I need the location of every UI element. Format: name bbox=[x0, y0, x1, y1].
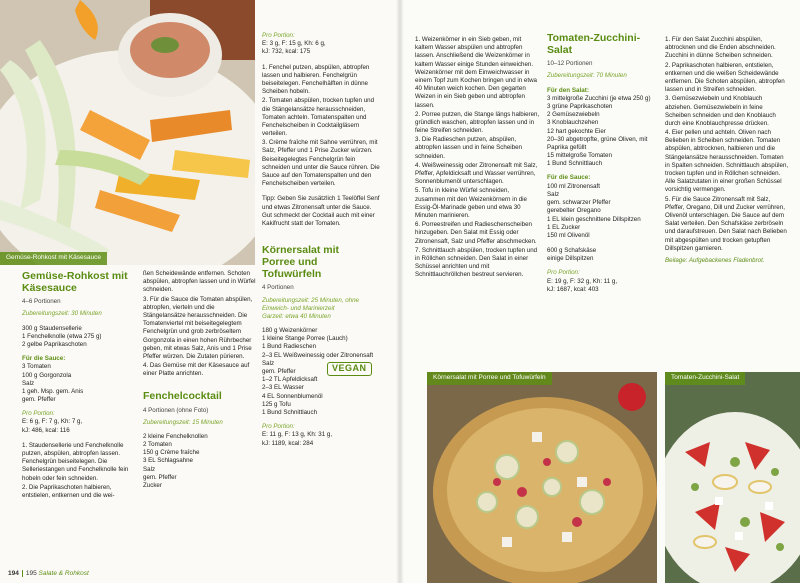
ingredient: 100 g Gorgonzola bbox=[22, 371, 72, 379]
recipe-step: 1. Für den Salat Zucchini abspülen, abtrocknen und die Enden abschneiden. Zucchini in dünne Scheiben schneiden. bbox=[665, 36, 776, 60]
korner-salad-photo bbox=[427, 372, 657, 583]
ingredient: 1 EL klein geschnittene Dillspitzen bbox=[547, 215, 641, 223]
recipe-step: 3. Die Radieschen putzen, abspülen, abtropfen lassen und in feine Scheiben schneiden. bbox=[415, 136, 522, 160]
recipe3-title: Körnersalat mit Porree und Tofuwürfeln bbox=[262, 244, 340, 281]
recipe1-nutrition: E: 6 g, F: 7 g, Kh: 7 g, bbox=[22, 418, 83, 426]
photo-caption: Gemüse-Rohkost mit Käsesauce bbox=[0, 252, 107, 265]
recipe1-time: Zubereitungszeit: 30 Minuten bbox=[22, 310, 102, 318]
recipe2-title: Fenchelcocktail bbox=[143, 390, 222, 403]
recipe2-nutrition: kJ: 732, kcal: 175 bbox=[262, 48, 311, 56]
ingredient: 2 Gemüsezwiebeln bbox=[547, 111, 600, 119]
recipe-step: 4. Eier pellen und achteln. Oliven nach Belieben in Scheiben schneiden. Tomaten abspülen, abtrocknen, halbieren und die Stängelansätze herausschneiden. Tomaten in Spalten schneiden. Schnittlauch abspülen, trocken tupfen und in Röllchen schneiden. Alle Salatzutaten in einer großen Schüssel vorsichtig vermengen. bbox=[665, 129, 789, 194]
ingredient: 20–30 abgetropfte, grüne Oliven, mit Paprika gefüllt bbox=[547, 135, 648, 151]
ingredient: 3 Tomaten bbox=[22, 363, 51, 371]
recipe-step: 2. Paprikaschoten halbieren, entstielen, entkernen und die weißen Scheidewände entfernen. Die Schoten abspülen, abtropfen lassen und in Streifen schneiden. bbox=[665, 61, 785, 94]
recipe-step: 1. Staudensellerie und Fenchelknolle putzen, abspülen, abtropfen lassen. Fenchelgrün beiseitelegen. Die Selleriestangen und Fenchelknolle fein hobeln oder fein schneiden. bbox=[22, 441, 129, 482]
recipe1-nutrition-heading: Pro Portion: bbox=[22, 410, 55, 418]
ingredient: 2 kleine Fenchelknollen bbox=[143, 432, 208, 440]
ingredient: 3 EL Schlagsahne bbox=[143, 457, 193, 465]
ingredient: 1–2 TL Apfeldicksaft bbox=[262, 376, 318, 384]
recipe4-beilage: Beilage: Aufgebackenes Fladenbrot. bbox=[665, 256, 765, 264]
korner-steps-column bbox=[415, 36, 540, 366]
ingredient: 15 mittelgroße Tomaten bbox=[547, 152, 612, 160]
recipe4-ingredients-column bbox=[547, 32, 659, 362]
ingredient: Salz bbox=[143, 465, 156, 473]
ingredient: Salz bbox=[22, 379, 35, 387]
recipe-step: 3. Gemüsezwiebeln und Knoblauch abziehen. Gemüsezwiebeln in feine Scheiben schneiden und den Knoblauch durch eine Knoblauchpresse drücken. bbox=[665, 95, 776, 127]
recipe4-nutrition-heading: Pro Portion: bbox=[547, 269, 580, 277]
recipe-step: 3. Für die Sauce die Tomaten abspülen, abtropfen, vierteln und die Stängelansätze herausschneiden. Die Tomatenviertel mit beiseitegelegtem Fenchelgrün und grob zerbröseltem Gorgonzola in einen hohen Rührbecher geben, mit etwas Salz, Anis und 1 Prise Pfeffer würzen. Die Zutaten pürieren. bbox=[143, 295, 253, 360]
recipe2-servings: 4 Portionen (ohne Foto) bbox=[143, 406, 209, 414]
recipe2-time: Zubereitungszeit: 15 Minuten bbox=[143, 418, 223, 426]
recipe-step: 5. Für die Sauce Zitronensaft mit Salz, Pfeffer, Oregano, Dill und Zucker verrühren, Olivenöl unterschlagen. Die Sauce auf dem Salat verteilen. Den Schafskäse zerbröseln und daraufstreuen. Den Salat nach Belieben mit abgespülten und trocken getupften Dillspitzen garnieren. bbox=[665, 195, 787, 252]
recipe-step: 1. Fenchel putzen, abspülen, abtropfen lassen und halbieren. Fenchelgrün beiseitelegen. Fenchelhälften in dünne Scheiben hobeln. bbox=[262, 63, 370, 96]
ingredient: 2 gelbe Paprikaschoten bbox=[22, 340, 87, 348]
recipe-step: 5. Tofu in kleine Würfel schneiden, zusammen mit den Weizenkörnern in die Essig-Öl-Marinade geben und etwa 30 Minuten marinieren. bbox=[415, 187, 528, 219]
ingredient: 1 kleine Stange Porree (Lauch) bbox=[262, 335, 348, 343]
recipe4-title: Tomaten-Zucchini-Salat bbox=[547, 32, 641, 57]
ingredient: 1 Fenchelknolle (etwa 275 g) bbox=[22, 332, 102, 340]
recipe4-salad-ingredients bbox=[547, 95, 659, 169]
ingredient: 12 hart gekochte Eier bbox=[547, 127, 606, 135]
vegan-badge bbox=[327, 362, 372, 376]
recipe2-nutrition: E: 3 g, F: 15 g, Kh: 6 g, bbox=[262, 40, 326, 48]
recipe1-steps-b bbox=[143, 270, 256, 378]
recipe-step: 7. Schnittlauch abspülen, trocken tupfen und in Röllchen schneiden. Den Salat in einer Schüssel anrichten und mit Schnittlauchröllchen bestreut servieren. bbox=[415, 246, 538, 279]
middle-column bbox=[143, 270, 256, 570]
recipe3-time: Zubereitungszeit: 25 Minuten, ohne Einweich- und Marinierzeit bbox=[262, 296, 359, 312]
recipe4-servings: 10–12 Portionen bbox=[547, 60, 593, 68]
ingredient: Salz bbox=[547, 190, 560, 198]
ingredient: 1 geh. Msp. gem. Anis bbox=[22, 387, 84, 395]
recipe-step: 2. Die Paprikaschoten halbieren, entstielen, entkernen und die wei- bbox=[22, 483, 115, 499]
ingredient: 600 g Schafskäse bbox=[547, 247, 597, 255]
recipe1-ingredients bbox=[22, 325, 137, 350]
ingredient: 2 Tomaten bbox=[143, 441, 172, 449]
photo-caption: Tomaten-Zucchini-Salat bbox=[665, 372, 745, 385]
section-name: Salate & Rohkost bbox=[38, 570, 89, 578]
ingredient: 3 Knoblauchzehen bbox=[547, 119, 599, 127]
ingredient: gem. Pfeffer bbox=[262, 368, 296, 375]
recipe4-sauce-ingredients bbox=[547, 183, 659, 264]
recipe-step: 3. Crème fraîche mit Sahne verrühren, mit Salz, Pfeffer und 1 Prise Zucker würzen. Beiseitegelegtes Fenchelgrün fein schneiden und unter die Sauce rühren. Die Sauce auf den Tomatenspalten und den Fenchelscheiben verteilen. bbox=[262, 139, 380, 188]
recipe1-column bbox=[22, 270, 137, 570]
vegetable-platter-illustration bbox=[0, 0, 255, 265]
ingredient: einige Dillspitzen bbox=[547, 255, 594, 263]
ingredient: 100 ml Zitronensaft bbox=[547, 182, 600, 190]
ingredient: 2–3 EL Wasser bbox=[262, 384, 304, 392]
footer-divider bbox=[22, 570, 23, 577]
recipe1-sauce-ingredients bbox=[22, 363, 137, 404]
vegan-label: VEGAN bbox=[327, 362, 372, 376]
ingredient: 150 g Crème fraîche bbox=[143, 449, 200, 457]
vegetable-platter-photo bbox=[0, 0, 255, 265]
recipe3-nutrition-heading: Pro Portion: bbox=[262, 423, 295, 431]
recipe2-tip: Tipp: Geben Sie zusätzlich 1 Teelöffel Senf und etwas Zitronensaft unter die Sauce. Gut schmeckt der Cocktail auch mit einer Kakifrucht statt der Tomaten. bbox=[262, 195, 380, 227]
recipe1-servings: 4–6 Portionen bbox=[22, 298, 61, 306]
ingredient: 1 Bund Schnittlauch bbox=[547, 160, 603, 168]
tomato-zucchini-illustration bbox=[665, 372, 800, 583]
ingredient: 3 grüne Paprikaschoten bbox=[547, 102, 613, 110]
ingredient: gem. schwarzer Pfeffer bbox=[547, 199, 611, 207]
ingredient: gem. Pfeffer bbox=[143, 473, 177, 481]
recipe4-sauce-heading: Für die Sauce: bbox=[547, 174, 591, 182]
ingredient: Salz bbox=[262, 359, 275, 367]
recipe-step: 6. Porreestreifen und Radieschenscheiben hinzugeben. Den Salat mit Essig oder Zitronensaft, Salz und Pfeffer abschmecken. bbox=[415, 221, 537, 245]
ingredient: 2–3 EL Weißweinessig oder Zitronensaft bbox=[262, 351, 374, 359]
recipe4-salad-heading: Für den Salat: bbox=[547, 86, 589, 94]
recipe3-nutrition: E: 11 g, F: 13 g, Kh: 31 g, bbox=[262, 431, 333, 439]
recipe4-steps-column bbox=[665, 36, 790, 366]
recipe4-nutrition: kJ: 1687, kcal: 403 bbox=[547, 285, 599, 293]
recipe1-title: Gemüse-Rohkost mit Käsesauce bbox=[22, 270, 128, 295]
recipe4-time: Zubereitungszeit: 70 Minuten bbox=[547, 72, 627, 80]
recipe-step: 2. Porree putzen, die Stange längs halbieren, gründlich waschen, abtropfen lassen und in feine Streifen schneiden. bbox=[415, 110, 540, 135]
recipe-step: 1. Weizenkörner in ein Sieb geben, mit kaltem Wasser abspülen und abtropfen lassen. Anschließend die Weizenkörner in kaltem Wasser einige Stunden einweichen. Weizenkörner mit dem Einweichwasser in einem Topf zum Kochen bringen und in etwa 40 Minuten weich kochen. Den gegarten Weizen in ein Sieb geben und abtropfen lassen. bbox=[415, 36, 537, 109]
ingredient: gem. Pfeffer bbox=[22, 396, 56, 404]
ingredient: 1 EL Zucker bbox=[547, 223, 581, 231]
ingredient: 4 EL Sonnenblumenöl bbox=[262, 392, 323, 400]
ingredient: gerebelter Oregano bbox=[547, 207, 601, 215]
recipe3-servings: 4 Portionen bbox=[262, 284, 294, 292]
right-column-left-page bbox=[262, 32, 380, 572]
korner-salad-illustration bbox=[427, 372, 657, 583]
ingredient: 300 g Staudensellerie bbox=[22, 324, 82, 332]
recipe2-nutrition-heading: Pro Portion: bbox=[262, 32, 295, 39]
recipe-step: 4. Das Gemüse mit der Käsesauce auf einer Platte anrichten. bbox=[143, 362, 250, 378]
ingredient: 1 Bund Schnittlauch bbox=[262, 408, 318, 416]
recipe2-steps bbox=[262, 64, 380, 189]
ingredient: 180 g Weizenkörner bbox=[262, 327, 318, 335]
page-footer bbox=[8, 570, 89, 579]
recipe-step: 2. Tomaten abspülen, trocken tupfen und die Stängelansätze herausschneiden, Tomaten achteln. Tomatenspalten und Fenchelscheiben in Cocktailgläsern verteilen. bbox=[262, 97, 375, 138]
recipe-step: 4. Weißweinessig oder Zitronensaft mit Salz, Pfeffer, Apfeldicksaft und Wasser verrühren, Sonnenblumenöl unterschlagen. bbox=[415, 161, 538, 186]
ingredient: 125 g Tofu bbox=[262, 400, 291, 408]
ingredient: Zucker bbox=[143, 482, 162, 489]
recipe-step: ßen Scheidewände entfernen. Schoten abspülen, abtropfen lassen und in Würfel schneiden. bbox=[143, 270, 256, 294]
recipe1-nutrition: kJ: 486, kcal: 116 bbox=[22, 426, 70, 434]
photo-caption: Körnersalat mit Porree und Tofuwürfeln bbox=[427, 372, 552, 385]
tomato-zucchini-salad-photo bbox=[665, 372, 800, 583]
page-number: 195 bbox=[25, 570, 37, 578]
ingredient: 3 mittelgroße Zucchini (je etwa 250 g) bbox=[547, 94, 651, 102]
recipe2-ingredients bbox=[143, 433, 256, 490]
ingredient: 150 ml Olivenöl bbox=[547, 231, 590, 239]
recipe1-sauce-heading: Für die Sauce: bbox=[22, 355, 66, 363]
right-page bbox=[400, 0, 800, 583]
ingredient: 1 Bund Radieschen bbox=[262, 343, 317, 351]
recipe3-cook-time: Garzeit: etwa 40 Minuten bbox=[262, 312, 331, 320]
ingredient-spacer bbox=[547, 240, 659, 247]
recipe1-steps-a bbox=[22, 442, 137, 500]
recipe4-nutrition: E: 19 g, F: 32 g, Kh: 11 g, bbox=[547, 277, 618, 285]
recipe3-nutrition: kJ: 1189, kcal: 284 bbox=[262, 439, 314, 447]
book-gutter bbox=[396, 0, 404, 583]
page-number: 194 bbox=[8, 570, 19, 578]
